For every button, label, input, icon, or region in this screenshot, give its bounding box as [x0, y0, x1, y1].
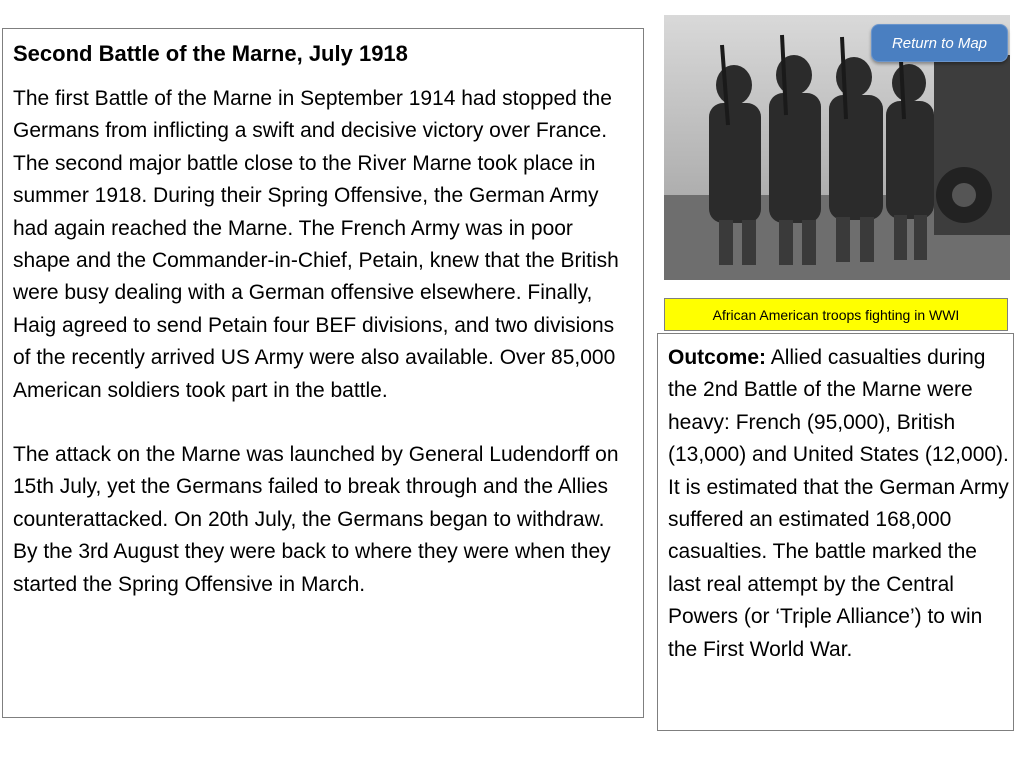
outcome-text — [668, 342, 1009, 666]
paragraph-spacer — [13, 407, 633, 439]
return-to-map-button[interactable]: Return to Map — [871, 24, 1008, 62]
outcome-panel — [657, 333, 1014, 731]
photo-caption: African American troops fighting in WWI — [664, 298, 1008, 331]
main-text-panel — [2, 28, 644, 718]
page-title: Second Battle of the Marne, July 1918 — [13, 41, 408, 66]
outcome-body: Allied casualties during the 2nd Battle of the Marne were heavy: French (95,000), British (13,000) and United States (12,000). It is estimated that the German Army suffered an estimated 168,000 casualties. The battle marked the last real attempt by the Central Powers (or ‘Triple Alliance’) to win the First World War. — [668, 346, 1009, 661]
battle-paragraph: The attack on the Marne was launched by General Ludendorff on 15th July, yet the Germans failed to break through and the Allies counterattacked. On 20th July, the Germans began to withdraw. By the 3rd August they were back to where they were when they started the Spring Offensive in March. — [13, 443, 619, 596]
outcome-label: Outcome: — [668, 346, 767, 369]
intro-paragraph: The first Battle of the Marne in September 1914 had stopped the Germans from inflicting a swift and decisive victory over France. The second major battle close to the River Marne took place in summer 1918. During their Spring Offensive, the German Army had again reached the Marne. The French Army was in poor shape and the Commander-in-Chief, Petain, knew that the British were busy dealing with a German offensive elsewhere. Finally, Haig agreed to send Petain four BEF divisions, and two divisions of the recently arrived US Army were also available. Over 85,000 American soldiers took part in the battle. — [13, 87, 619, 402]
